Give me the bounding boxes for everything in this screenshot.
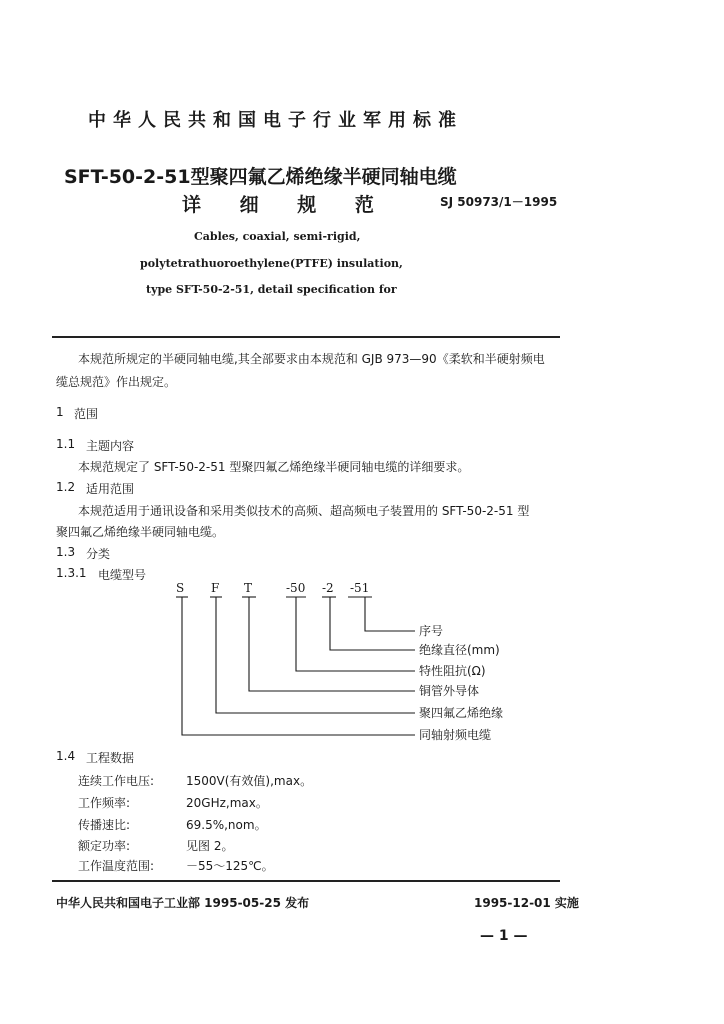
annotation-rf-coaxial-cable: 同轴射频电缆 [419, 728, 492, 742]
annotation-ptfe-insulation: 聚四氟乙烯绝缘 [419, 706, 504, 720]
english-title-line-1: Cables, coaxial, semi-rigid, [194, 230, 361, 243]
code-f: F [211, 581, 220, 595]
section-1-4-number: 1.4 [56, 749, 76, 763]
english-title-line-2: polytetrathuoroethylene(PTFE) insulation, [140, 257, 403, 270]
eng-label-power: 额定功率: [78, 839, 131, 853]
effective-date: 1995-12-01 实施 [474, 896, 579, 910]
annotation-serial: 序号 [419, 624, 444, 638]
section-1-1-number: 1.1 [56, 437, 76, 451]
cable-model-diagram [160, 576, 530, 746]
intro-line-2: 缆总规范》作出规定。 [56, 375, 177, 389]
section-1-title: 范围 [74, 407, 99, 421]
eng-value-velocity: 69.5%,nom。 [186, 818, 267, 832]
eng-value-frequency: 20GHz,max。 [186, 796, 268, 810]
eng-value-power: 见图 2。 [186, 839, 234, 853]
code-s: S [176, 581, 185, 595]
section-1-3-1-title: 电缆型号 [98, 568, 147, 582]
section-1-1-text: 本规范规定了 SFT-50-2-51 型聚四氟乙烯绝缘半硬同轴电缆的详细要求。 [78, 460, 470, 474]
section-1-3-number: 1.3 [56, 545, 76, 559]
section-1-4-title: 工程数据 [86, 751, 135, 765]
code-impedance: -50 [286, 581, 306, 595]
top-divider [52, 336, 560, 338]
issue-date: 中华人民共和国电子工业部 1995-05-25 发布 [56, 896, 310, 910]
annotation-outer-conductor: 铜管外导体 [419, 684, 480, 698]
eng-label-voltage: 连续工作电压: [78, 774, 155, 788]
eng-label-frequency: 工作频率: [78, 796, 131, 810]
section-1-2-text-line-2: 聚四氟乙烯绝缘半硬同轴电缆。 [56, 525, 225, 539]
section-1-3-title: 分类 [86, 547, 111, 561]
document-title: SFT-50-2-51型聚四氟乙烯绝缘半硬同轴电缆 [64, 166, 457, 188]
intro-line-1: 本规范所规定的半硬同轴电缆,其全部要求由本规范和 GJB 973—90《柔软和半硬射频电 [78, 352, 545, 366]
section-1-number: 1 [56, 405, 64, 419]
code-diameter: -2 [322, 581, 334, 595]
section-1-2-title: 适用范围 [86, 482, 135, 496]
section-1-2-text-line-1: 本规范适用于通讯设备和采用类似技术的高频、超高频电子装置用的 SFT-50-2-51 型 [78, 504, 530, 518]
eng-label-temperature: 工作温度范围: [78, 859, 155, 873]
english-title-line-3: type SFT-50-2-51, detail specification for [146, 283, 397, 296]
section-1-3-1-number: 1.3.1 [56, 566, 87, 580]
code-t: T [244, 581, 253, 595]
eng-value-temperature: －55～125℃。 [186, 859, 274, 873]
annotation-insulation-diameter: 绝缘直径(mm) [419, 643, 500, 657]
section-1-2-number: 1.2 [56, 480, 76, 494]
code-serial: -51 [350, 581, 370, 595]
document-subtitle: 详 细 规 范 [182, 194, 390, 216]
page-number: — 1 — [480, 928, 528, 944]
annotation-impedance: 特性阻抗(Ω) [419, 664, 486, 678]
standard-title: 中华人民共和国电子行业军用标准 [88, 110, 463, 131]
section-1-1-title: 主题内容 [86, 439, 135, 453]
bottom-divider [52, 880, 560, 882]
eng-label-velocity: 传播速比: [78, 818, 131, 832]
eng-value-voltage: 1500V(有效值),max。 [186, 774, 313, 788]
standard-number: SJ 50973/1－1995 [440, 195, 558, 209]
